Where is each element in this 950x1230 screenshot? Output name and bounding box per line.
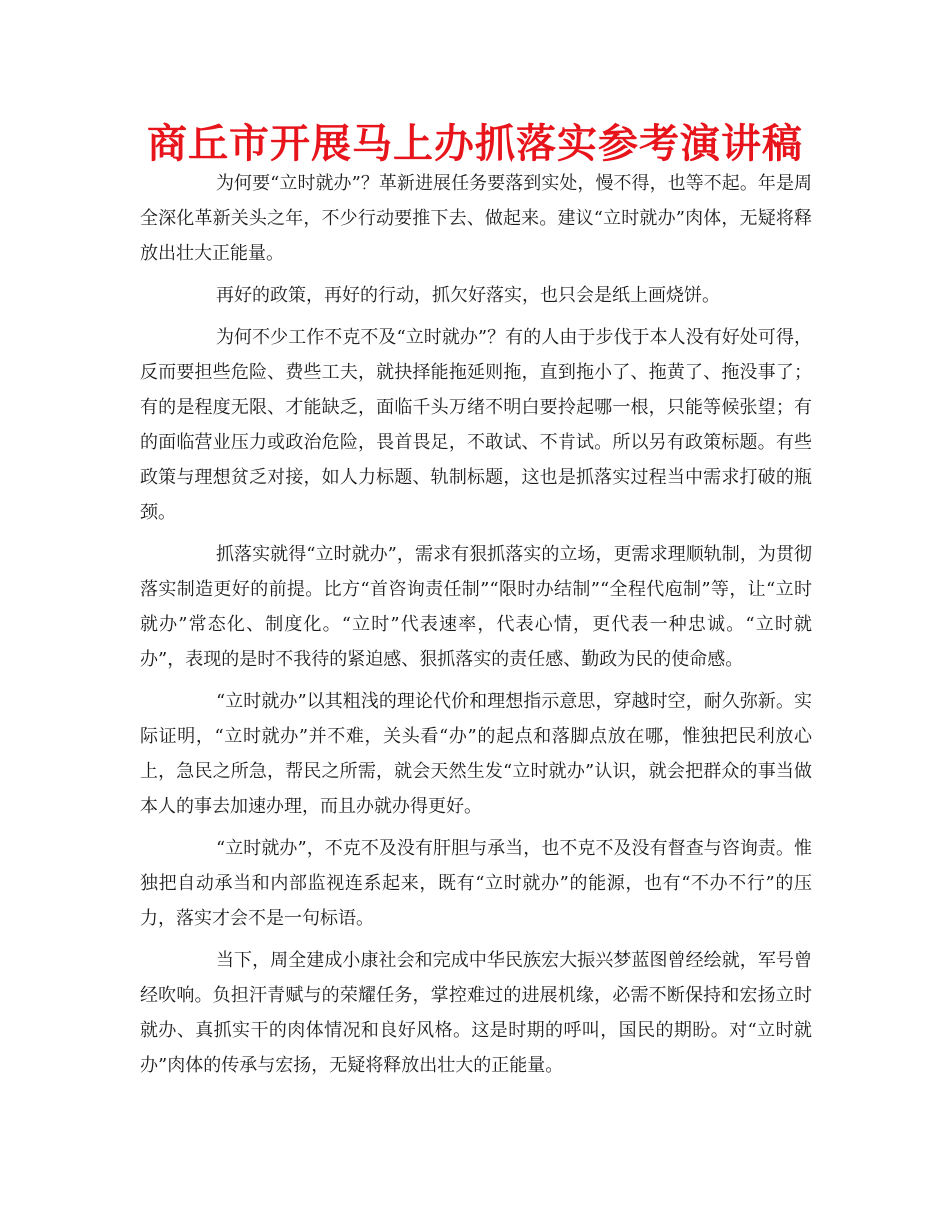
- document-title: 商丘市开展马上办抓落实参考演讲稿: [147, 121, 803, 167]
- document-body: [140, 166, 812, 1090]
- paragraph: 抓落实就得“立时就办”，需求有狠抓落实的立场，更需求理顺轨制，为贯彻落实制造更好的前提。比方“首咨询责任制”“限时办结制”“全程代庖制”等，让“立时就办”常态化、制度化。“立时”代表速率，代表心情，更代表一种忠诚。“立时就办”，表现的是时不我待的紧迫感、狠抓落实的责任感、勤政为民的使命感。: [140, 544, 812, 670]
- paragraph: “立时就办”，不克不及没有肝胆与承当，也不克不及没有督查与咨询责。惟独把自动承当和内部监视连系起来，既有“立时就办”的能源，也有“不办不行”的压力，落实才会不是一句标语。: [140, 838, 812, 929]
- paragraph: 为何要“立时就办”？革新进展任务要落到实处，慢不得，也等不起。年是周全深化革新关头之年，不少行动要推下去、做起来。建议“立时就办”肉体，无疑将释放出壮大正能量。: [140, 173, 812, 264]
- paragraph: 为何不少工作不克不及“立时就办”？有的人由于步伐于本人没有好处可得，反而要担些危险、费些工夫，就抉择能拖延则拖，直到拖小了、拖黄了、拖没事了；有的是程度无限、才能缺乏，面临千头万绪不明白要拎起哪一根，只能等候张望；有的面临营业压力或政治危险，畏首畏足，不敢试、不肯试。所以另有政策标题。有些政策与理想贫乏对接，如人力标题、轨制标题，这也是抓落实过程当中需求打破的瓶颈。: [140, 327, 812, 523]
- paragraph: “立时就办”以其粗浅的理论代价和理想指示意思，穿越时空，耐久弥新。实际证明，“立时就办”并不难，关头看“办”的起点和落脚点放在哪，惟独把民利放心上，急民之所急，帮民之所需，就会天然生发“立时就办”认识，就会把群众的事当做本人的事去加速办理，而且办就办得更好。: [140, 691, 812, 817]
- paragraph: 再好的政策，再好的行动，抓欠好落实，也只会是纸上画烧饼。: [216, 285, 720, 306]
- paragraph: 当下，周全建成小康社会和完成中华民族宏大振兴梦蓝图曾经绘就，军号曾经吹响。负担汗青赋与的荣耀任务，掌控难过的进展机缘，必需不断保持和宏扬立时就办、真抓实干的肉体情况和良好风格。这是时期的呼叫，国民的期盼。对“立时就办”肉体的传承与宏扬，无疑将释放出壮大的正能量。: [140, 950, 812, 1076]
